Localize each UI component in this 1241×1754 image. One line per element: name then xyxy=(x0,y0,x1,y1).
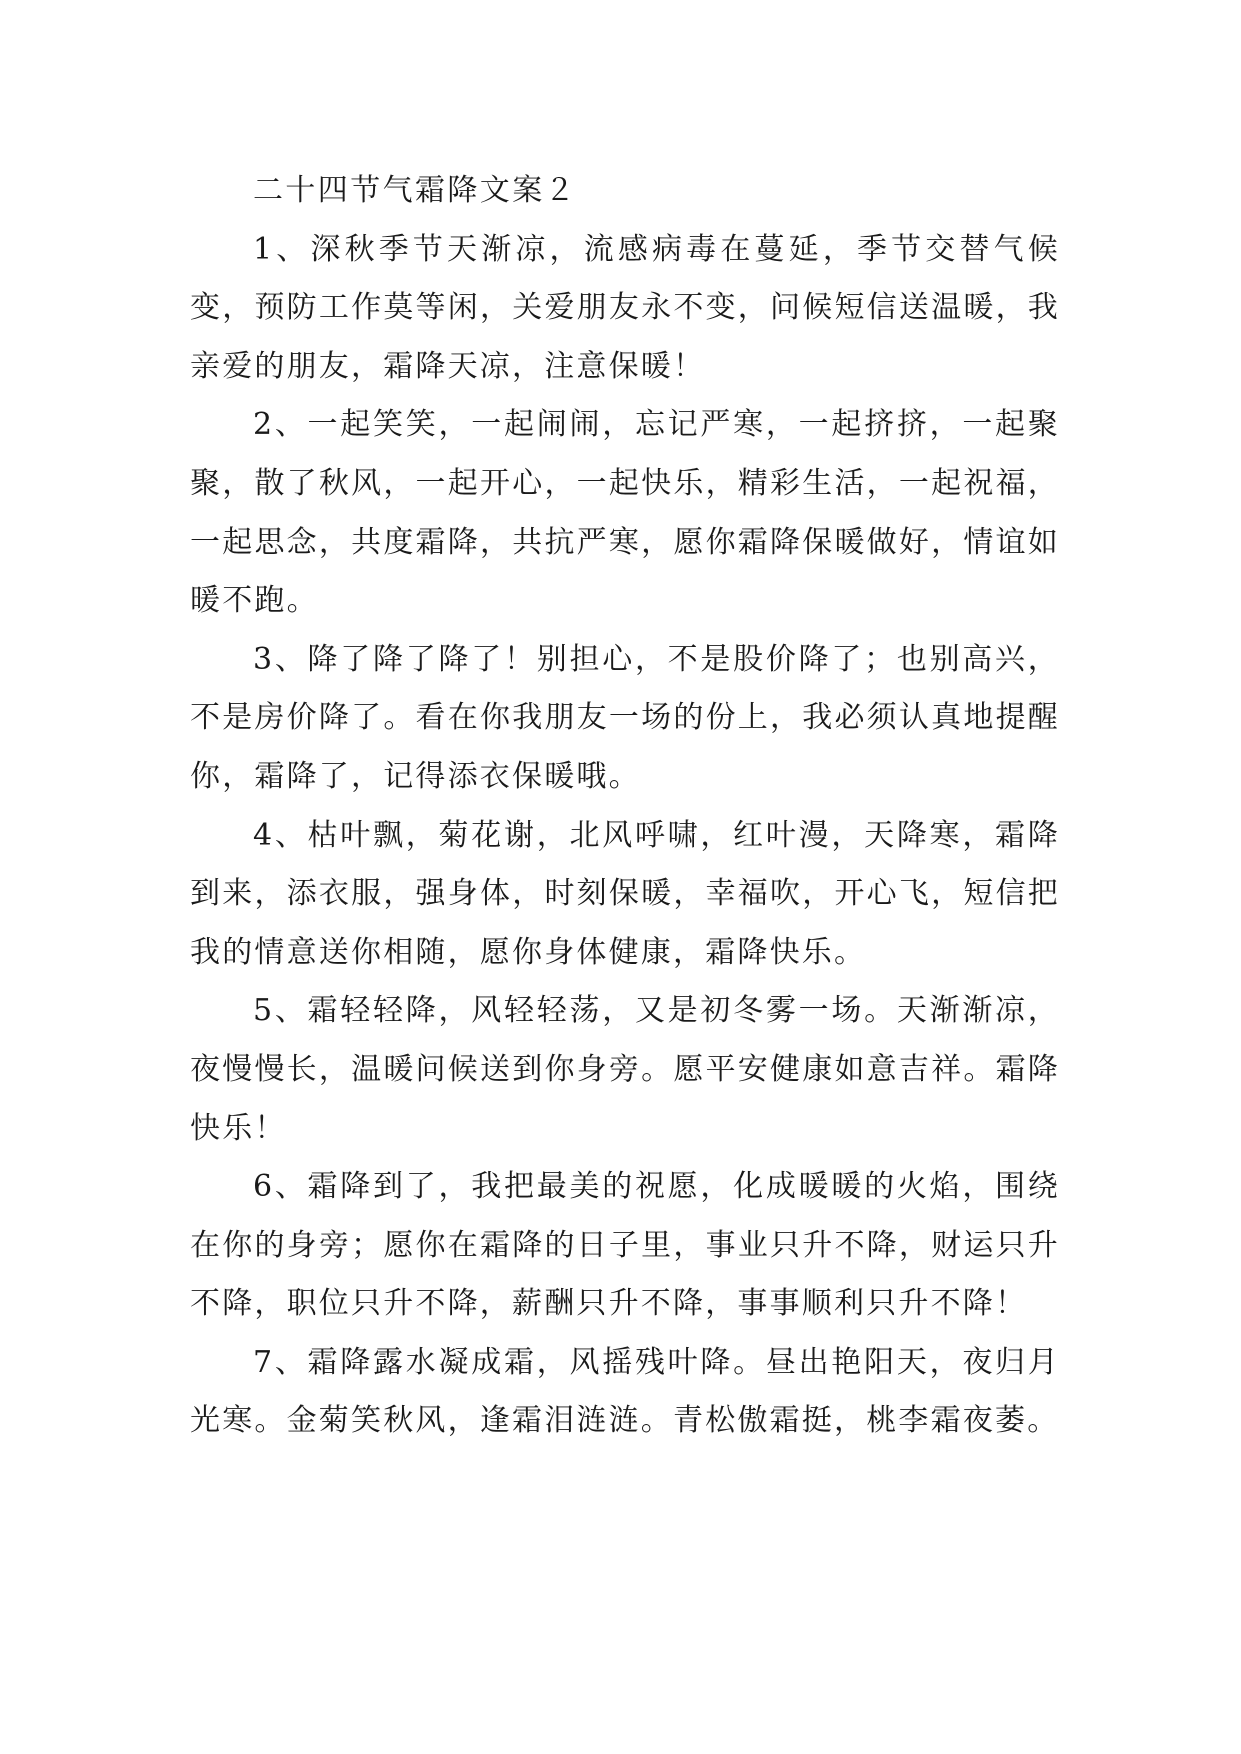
document-body xyxy=(190,162,1060,1451)
paragraph-1: 1、深秋季节天渐凉，流感病毒在蔓延，季节交替气候变，预防工作莫等闲，关爱朋友永不变，问候短信送温暖，我亲爱的朋友，霜降天凉，注意保暖！ xyxy=(190,231,1060,384)
document-title: 二十四节气霜降文案２ xyxy=(253,173,577,208)
paragraph-2: 2、一起笑笑，一起闹闹，忘记严寒，一起挤挤，一起聚聚，散了秋风，一起开心，一起快乐，精彩生活，一起祝福，一起思念，共度霜降，共抗严寒，愿你霜降保暖做好，情谊如暖不跑。 xyxy=(190,407,1060,619)
paragraph-4: 4、枯叶飘，菊花谢，北风呼啸，红叶漫，天降寒，霜降到来，添衣服，强身体，时刻保暖，幸福吹，开心飞，短信把我的情意送你相随，愿你身体健康，霜降快乐。 xyxy=(190,817,1060,970)
paragraph-6: 6、霜降到了，我把最美的祝愿，化成暖暖的火焰，围绕在你的身旁；愿你在霜降的日子里，事业只升不降，财运只升不降，职位只升不降，薪酬只升不降，事事顺利只升不降！ xyxy=(190,1169,1060,1322)
paragraph-3: 3、降了降了降了！别担心，不是股价降了；也别高兴，不是房价降了。看在你我朋友一场的份上，我必须认真地提醒你，霜降了，记得添衣保暖哦。 xyxy=(190,641,1060,794)
paragraph-5: 5、霜轻轻降，风轻轻荡，又是初冬雾一场。天渐渐凉，夜慢慢长，温暖问候送到你身旁。愿平安健康如意吉祥。霜降快乐！ xyxy=(190,993,1060,1146)
paragraph-7: 7、霜降露水凝成霜，风摇残叶降。昼出艳阳天，夜归月光寒。金菊笑秋风，逢霜泪涟涟。青松傲霜挺，桃李霜夜萎。 xyxy=(190,1344,1060,1439)
